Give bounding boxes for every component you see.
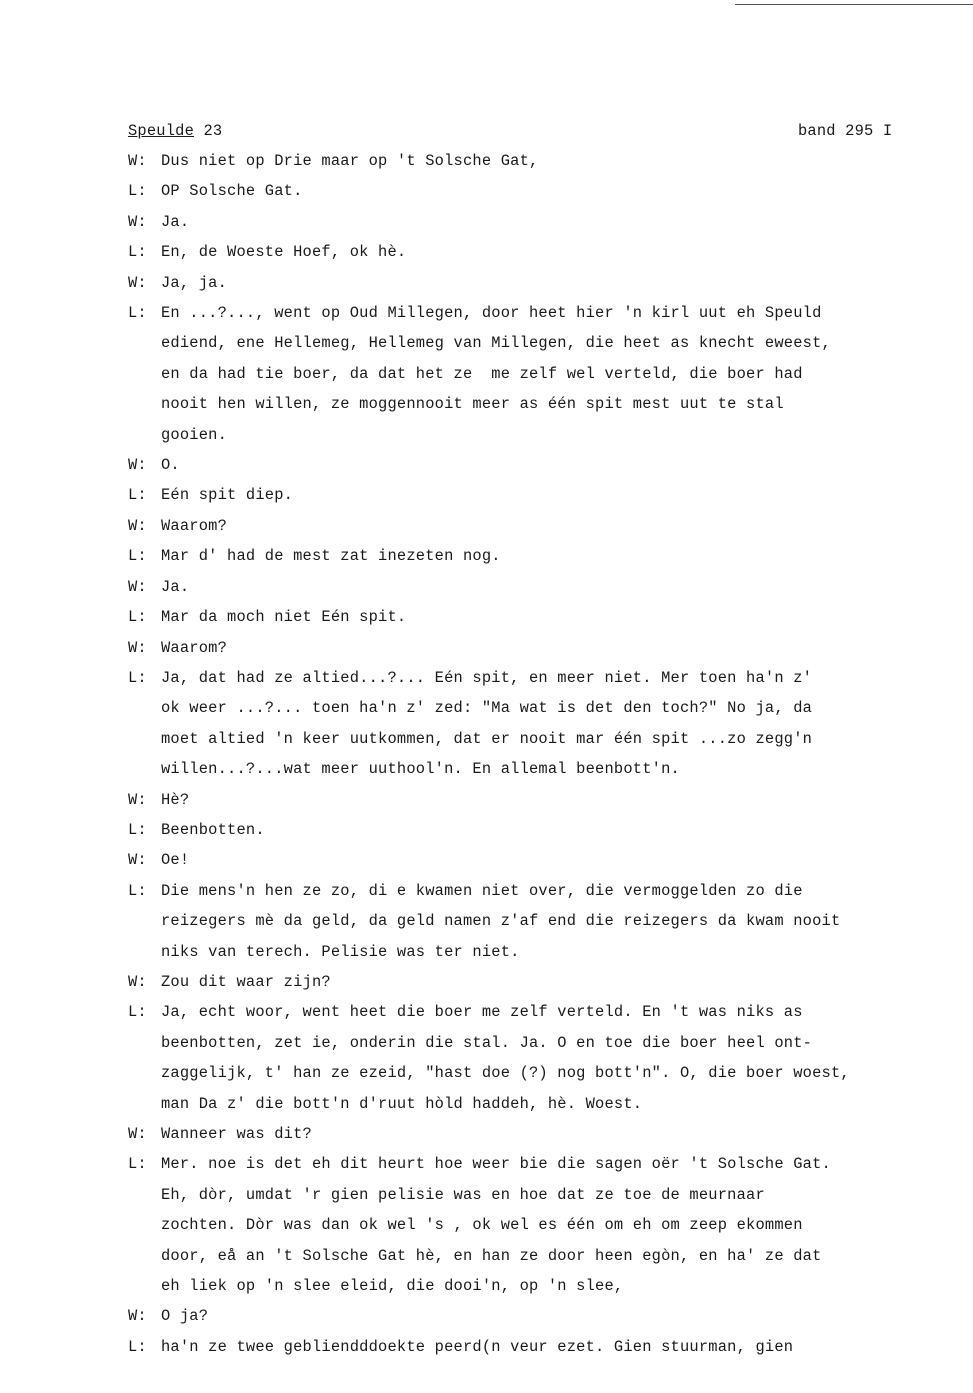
speaker-label: L: [128,486,147,505]
top-rule [735,4,973,5]
dialogue-turn [128,450,928,480]
speaker-label: W: [128,790,147,809]
turn-text [161,298,928,450]
text-line: Ja, echt woor, went heet die boer me zelf verteld. En 't was niks as [161,1003,803,1022]
turn-text [161,511,928,541]
speaker-label: L: [128,668,147,687]
text-line: Eh, dòr, umdat 'r gien pelisie was en hoe dat ze toe de meurnaar [161,1185,765,1204]
text-line: O ja? [161,1307,209,1326]
turn-text [161,1149,928,1301]
text-line: Oe! [161,851,190,870]
dialogue-turn [128,602,928,632]
text-line: En, de Woeste Hoef, ok hè. [161,243,407,262]
text-line: Mer. noe is det eh dit heurt hoe weer bie die sagen oër 't Solsche Gat. [161,1155,831,1174]
dialogue-turn [128,572,928,602]
speaker-label: L: [128,1155,147,1174]
text-line: ha'n ze twee gebliendddoekte peerd(n veur ezet. Gien stuurman, gien [161,1337,794,1356]
dialogue-turn [128,237,928,267]
text-line: Hè? [161,790,190,809]
turn-text [161,602,928,632]
turn-text [161,237,928,267]
speaker-label: W: [128,638,147,657]
turn-text [161,541,928,571]
text-line: Ja. [161,577,190,596]
page-header [128,116,928,146]
speaker-label: W: [128,972,147,991]
dialogue-turn [128,967,928,997]
dialogue-turn [128,845,928,875]
dialogue-turn [128,1119,928,1149]
text-line: willen...?...wat meer uuthool'n. En allemal beenbott'n. [161,760,680,779]
text-line: Waarom? [161,638,228,657]
speaker-label: W: [128,273,147,292]
text-line: nooit hen willen, ze moggennooit meer as één spit mest uut te stal [161,395,784,414]
speaker-label: L: [128,304,147,323]
turn-text [161,1332,928,1362]
turn-text [161,1301,928,1331]
dialogue-turn [128,176,928,206]
turn-text [161,450,928,480]
turn-text [161,663,928,785]
dialogue-turn [128,1149,928,1301]
speaker-label: W: [128,577,147,596]
dialogue-turn [128,997,928,1119]
band-label: band 295 I [798,122,893,140]
title-place: Speulde [128,122,195,140]
speaker-label: W: [128,851,147,870]
text-line: en da had tie boer, da dat het ze me zelf wel verteld, die boer had [161,364,803,383]
speaker-label: L: [128,608,147,627]
dialogue-turn [128,268,928,298]
speaker-label: L: [128,1337,147,1356]
dialogue-turn [128,511,928,541]
turn-text [161,480,928,510]
turn-text [161,785,928,815]
dialogue-turn [128,663,928,785]
text-line: niks van terech. Pelisie was ter niet. [161,942,520,961]
dialogue-turn [128,298,928,450]
dialogue-turn [128,876,928,967]
text-line: moet altied 'n keer uutkommen, dat er nooit mar één spit ...zo zegg'n [161,729,813,748]
transcript-page [128,116,928,1362]
turn-text [161,815,928,845]
turn-text [161,1119,928,1149]
speaker-label: W: [128,516,147,535]
turn-text [161,176,928,206]
speaker-label: L: [128,820,147,839]
text-line: zochten. Dòr was dan ok wel 's , ok wel es één om eh om zeep ekommen [161,1216,803,1235]
turn-text [161,268,928,298]
dialogue-turn [128,1332,928,1362]
turn-text [161,876,928,967]
text-line: gooien. [161,425,228,444]
text-line: Die mens'n hen ze zo, di e kwamen niet over, die vermoggelden zo die [161,881,803,900]
text-line: En ...?..., went op Oud Millegen, door heet hier 'n kirl uut eh Speuld [161,304,822,323]
text-line: Zou dit waar zijn? [161,972,331,991]
text-line: eh liek op 'n slee eleid, die dooi'n, op 'n slee, [161,1277,624,1296]
turn-text [161,633,928,663]
speaker-label: W: [128,456,147,475]
text-line: Ja, dat had ze altied...?... Eén spit, en meer niet. Mer toen ha'n z' [161,668,813,687]
text-line: Mar da moch niet Eén spit. [161,608,407,627]
text-line: Mar d' had de mest zat inezeten nog. [161,547,501,566]
dialogue-turn [128,146,928,176]
turn-text [161,997,928,1119]
speaker-label: W: [128,152,147,170]
text-line: O. [161,456,180,475]
turn-text [161,207,928,237]
dialogue-turn [128,480,928,510]
turn-text [161,845,928,875]
text-line: Waarom? [161,516,228,535]
speaker-label: L: [128,881,147,900]
text-line: ok weer ...?... toen ha'n z' zed: "Ma wat is det den toch?" No ja, da [161,699,813,718]
text-line: reizegers mè da geld, da geld namen z'af end die reizegers da kwam nooit [161,912,841,931]
speaker-label: W: [128,212,147,231]
speaker-label: L: [128,547,147,566]
text-line: beenbotten, zet ie, onderin die stal. Ja. O en toe die boer heel ont- [161,1033,813,1052]
speaker-label: L: [128,1003,147,1022]
text-line: man Da z' die bott'n d'ruut hòld haddeh, hè. Woest. [161,1094,643,1113]
speaker-label: L: [128,182,147,201]
dialogue-turn [128,633,928,663]
text-line: zaggelijk, t' han ze ezeid, "hast doe (?) nog bott'n". O, die boer woest, [161,1064,850,1083]
dialogue-turn [128,207,928,237]
dialogue-turn [128,1301,928,1331]
title-number: 23 [203,122,223,140]
text-line: door, eå an 't Solsche Gat hè, en han ze door heen egòn, en ha' ze dat [161,1246,822,1265]
turn-text [161,146,928,176]
dialogue-turn [128,541,928,571]
dialogue [128,146,928,1362]
text-line: Ja. [161,212,190,231]
turn-text [161,967,928,997]
speaker-label: W: [128,1307,147,1326]
dialogue-turn [128,785,928,815]
page-title [128,116,222,146]
text-line: OP Solsche Gat. [161,182,303,201]
speaker-label: W: [128,1125,147,1143]
text-line: Wanneer was dit? [161,1125,312,1143]
speaker-label: L: [128,243,147,262]
text-line: ediend, ene Hellemeg, Hellemeg van Millegen, die heet as knecht eweest, [161,334,831,353]
text-line: Ja, ja. [161,273,228,292]
turn-text [161,572,928,602]
dialogue-turn [128,815,928,845]
text-line: Beenbotten. [161,820,265,839]
text-line: Dus niet op Drie maar op 't Solsche Gat, [161,152,539,170]
text-line: Eén spit diep. [161,486,294,505]
